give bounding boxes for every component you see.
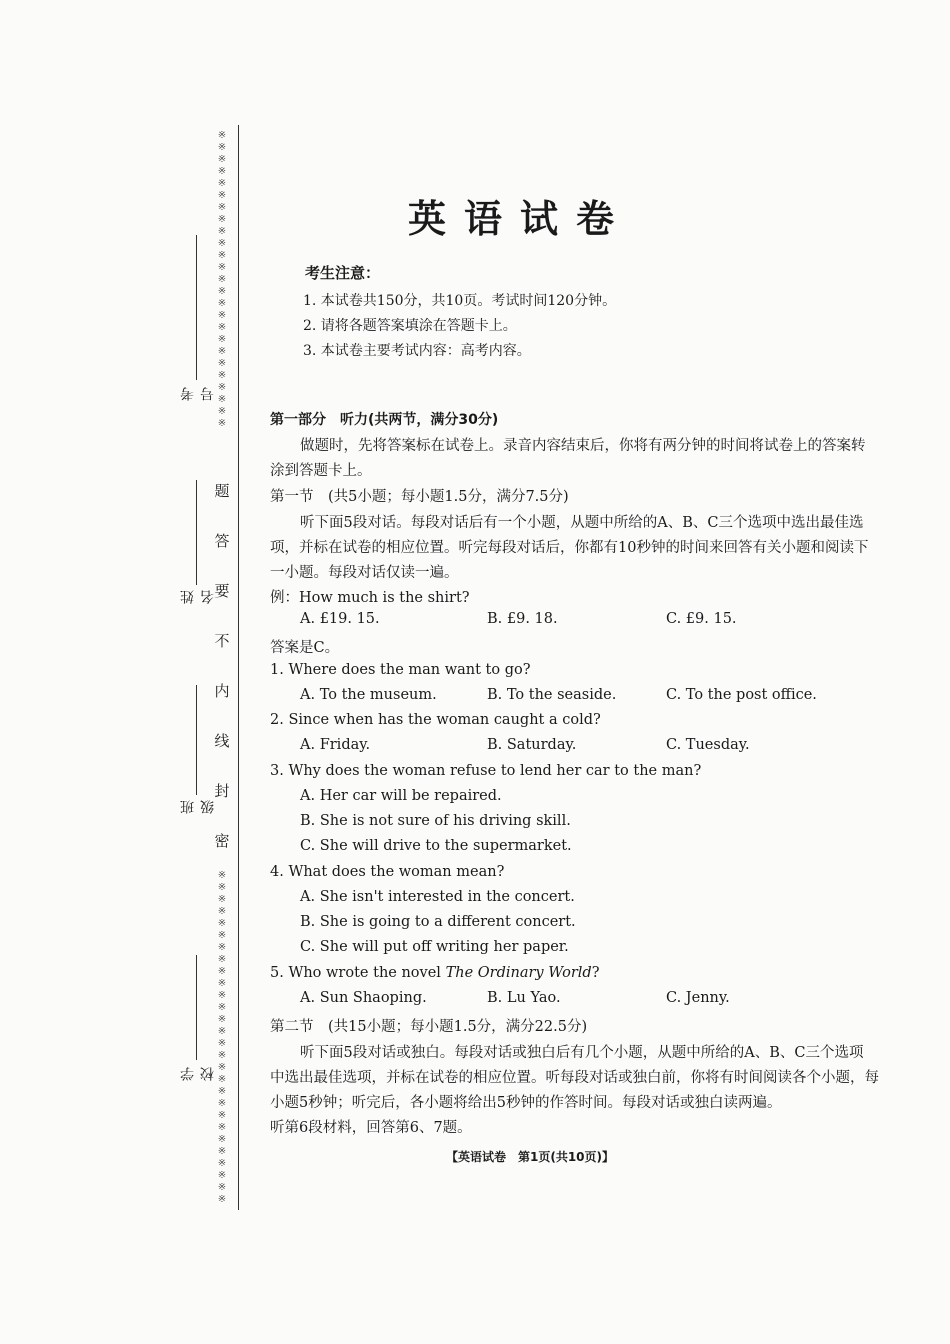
option-c: C. To the post office. <box>666 687 817 703</box>
option-c: C. She will drive to the supermarket. <box>300 838 572 854</box>
seal-char: 内 <box>214 682 230 700</box>
section2-instructions: 听第6段材料，回答第6、7题。 <box>270 1120 472 1136</box>
part1-intro: 涂到答题卡上。 <box>270 463 372 479</box>
seal-char: 题 <box>214 482 230 500</box>
example-option-c: C. £9. 15. <box>666 611 737 627</box>
section2-instructions: 中选出最佳选项，并标在试卷的相应位置。听每段对话或独白前，你将有时间阅读各个小题，每 <box>270 1070 879 1086</box>
notice-item: 2. 请将各题答案填涂在答题卡上。 <box>303 318 517 334</box>
section2-heading: 第二节 (共15小题；每小题1.5分，满分22.5分) <box>270 1019 588 1035</box>
example-option-b: B. £9. 18. <box>487 611 558 627</box>
option-a: A. She isn't interested in the concert. <box>300 889 575 905</box>
binding-dots-bottom: ※ ※ ※ ※ ※ ※ ※ ※ ※ ※ ※ ※ ※ ※ ※ ※ ※ ※ ※ ※ ※ ※ ※ ※ ※ ※ ※ ※ <box>217 870 227 1205</box>
question-stem: 3. Why does the woman refuse to lend her car to the man? <box>270 763 702 779</box>
notice-item: 1. 本试卷共150分，共10页。考试时间120分钟。 <box>303 293 617 309</box>
question-text: 5. Who wrote the novel <box>270 965 446 981</box>
novel-title: The Ordinary World <box>445 965 592 981</box>
class-label: 班级 <box>180 800 216 814</box>
name-label: 姓名 <box>180 590 216 604</box>
seal-char: 答 <box>214 532 230 550</box>
option-c: C. Tuesday. <box>666 737 750 753</box>
seal-char: 线 <box>214 732 230 750</box>
seal-char: 要 <box>214 582 230 600</box>
exam-number-label: 考号 <box>180 387 216 401</box>
option-c: C. Jenny. <box>666 990 730 1006</box>
example-question: 例：How much is the shirt? <box>270 590 470 606</box>
part1-heading: 第一部分 听力(共两节，满分30分) <box>270 412 499 428</box>
option-b: B. She is not sure of his driving skill. <box>300 813 571 829</box>
seal-char: 封 <box>214 782 230 800</box>
option-a: A. Friday. <box>300 737 371 753</box>
section1-heading: 第一节 (共5小题；每小题1.5分，满分7.5分) <box>270 489 569 505</box>
example-answer: 答案是C。 <box>270 640 340 656</box>
school-label: 学校 <box>180 1067 216 1081</box>
notice-heading: 考生注意： <box>305 264 381 282</box>
section1-instructions: 项，并标在试卷的相应位置。听完每段对话后，你都有10秒钟的时间来回答有关小题和阅读下 <box>270 540 869 556</box>
page-title: 英语试卷 <box>407 197 632 241</box>
example-option-a: A. £19. 15. <box>300 611 380 627</box>
option-a: A. To the museum. <box>300 687 437 703</box>
section1-instructions: 听下面5段对话。每段对话后有一个小题，从题中所给的A、B、C三个选项中选出最佳选 <box>300 515 864 531</box>
option-c: C. She will put off writing her paper. <box>300 939 569 955</box>
page-footer: 【英语试卷 第1页(共10页)】 <box>445 1150 615 1164</box>
name-line <box>196 480 197 585</box>
part1-intro: 做题时，先将答案标在试卷上。录音内容结束后，你将有两分钟的时间将试卷上的答案转 <box>300 438 866 454</box>
question-stem: 1. Where does the man want to go? <box>270 662 531 678</box>
question-stem: 2. Since when has the woman caught a cold? <box>270 712 601 728</box>
binding-dots-top: ※ ※ ※ ※ ※ ※ ※ ※ ※ ※ ※ ※ ※ ※ ※ ※ ※ ※ ※ ※ ※ ※ ※ ※ ※ <box>217 130 227 429</box>
section2-instructions: 小题5秒钟；听完后，各小题将给出5秒钟的作答时间。每段对话或独白读两遍。 <box>270 1095 782 1111</box>
option-b: B. To the seaside. <box>487 687 617 703</box>
option-b: B. Lu Yao. <box>487 990 561 1006</box>
option-b: B. She is going to a different concert. <box>300 914 576 930</box>
question-stem <box>270 965 600 981</box>
question-stem: 4. What does the woman mean? <box>270 864 505 880</box>
binding-rule <box>238 125 239 1210</box>
school-line <box>196 955 197 1060</box>
option-a: A. Sun Shaoping. <box>300 990 427 1006</box>
notice-item: 3. 本试卷主要考试内容：高考内容。 <box>303 343 531 359</box>
binding-strip <box>150 125 245 1210</box>
seal-char: 密 <box>214 832 230 850</box>
exam-number-line <box>196 235 197 380</box>
section1-instructions: 一小题。每段对话仅读一遍。 <box>270 565 459 581</box>
option-a: A. Her car will be repaired. <box>300 788 502 804</box>
question-mark: ? <box>591 965 600 981</box>
option-b: B. Saturday. <box>487 737 577 753</box>
section2-instructions: 听下面5段对话或独白。每段对话或独白后有几个小题，从题中所给的A、B、C三个选项 <box>300 1045 864 1061</box>
class-line <box>196 685 197 795</box>
seal-char: 不 <box>214 632 230 650</box>
